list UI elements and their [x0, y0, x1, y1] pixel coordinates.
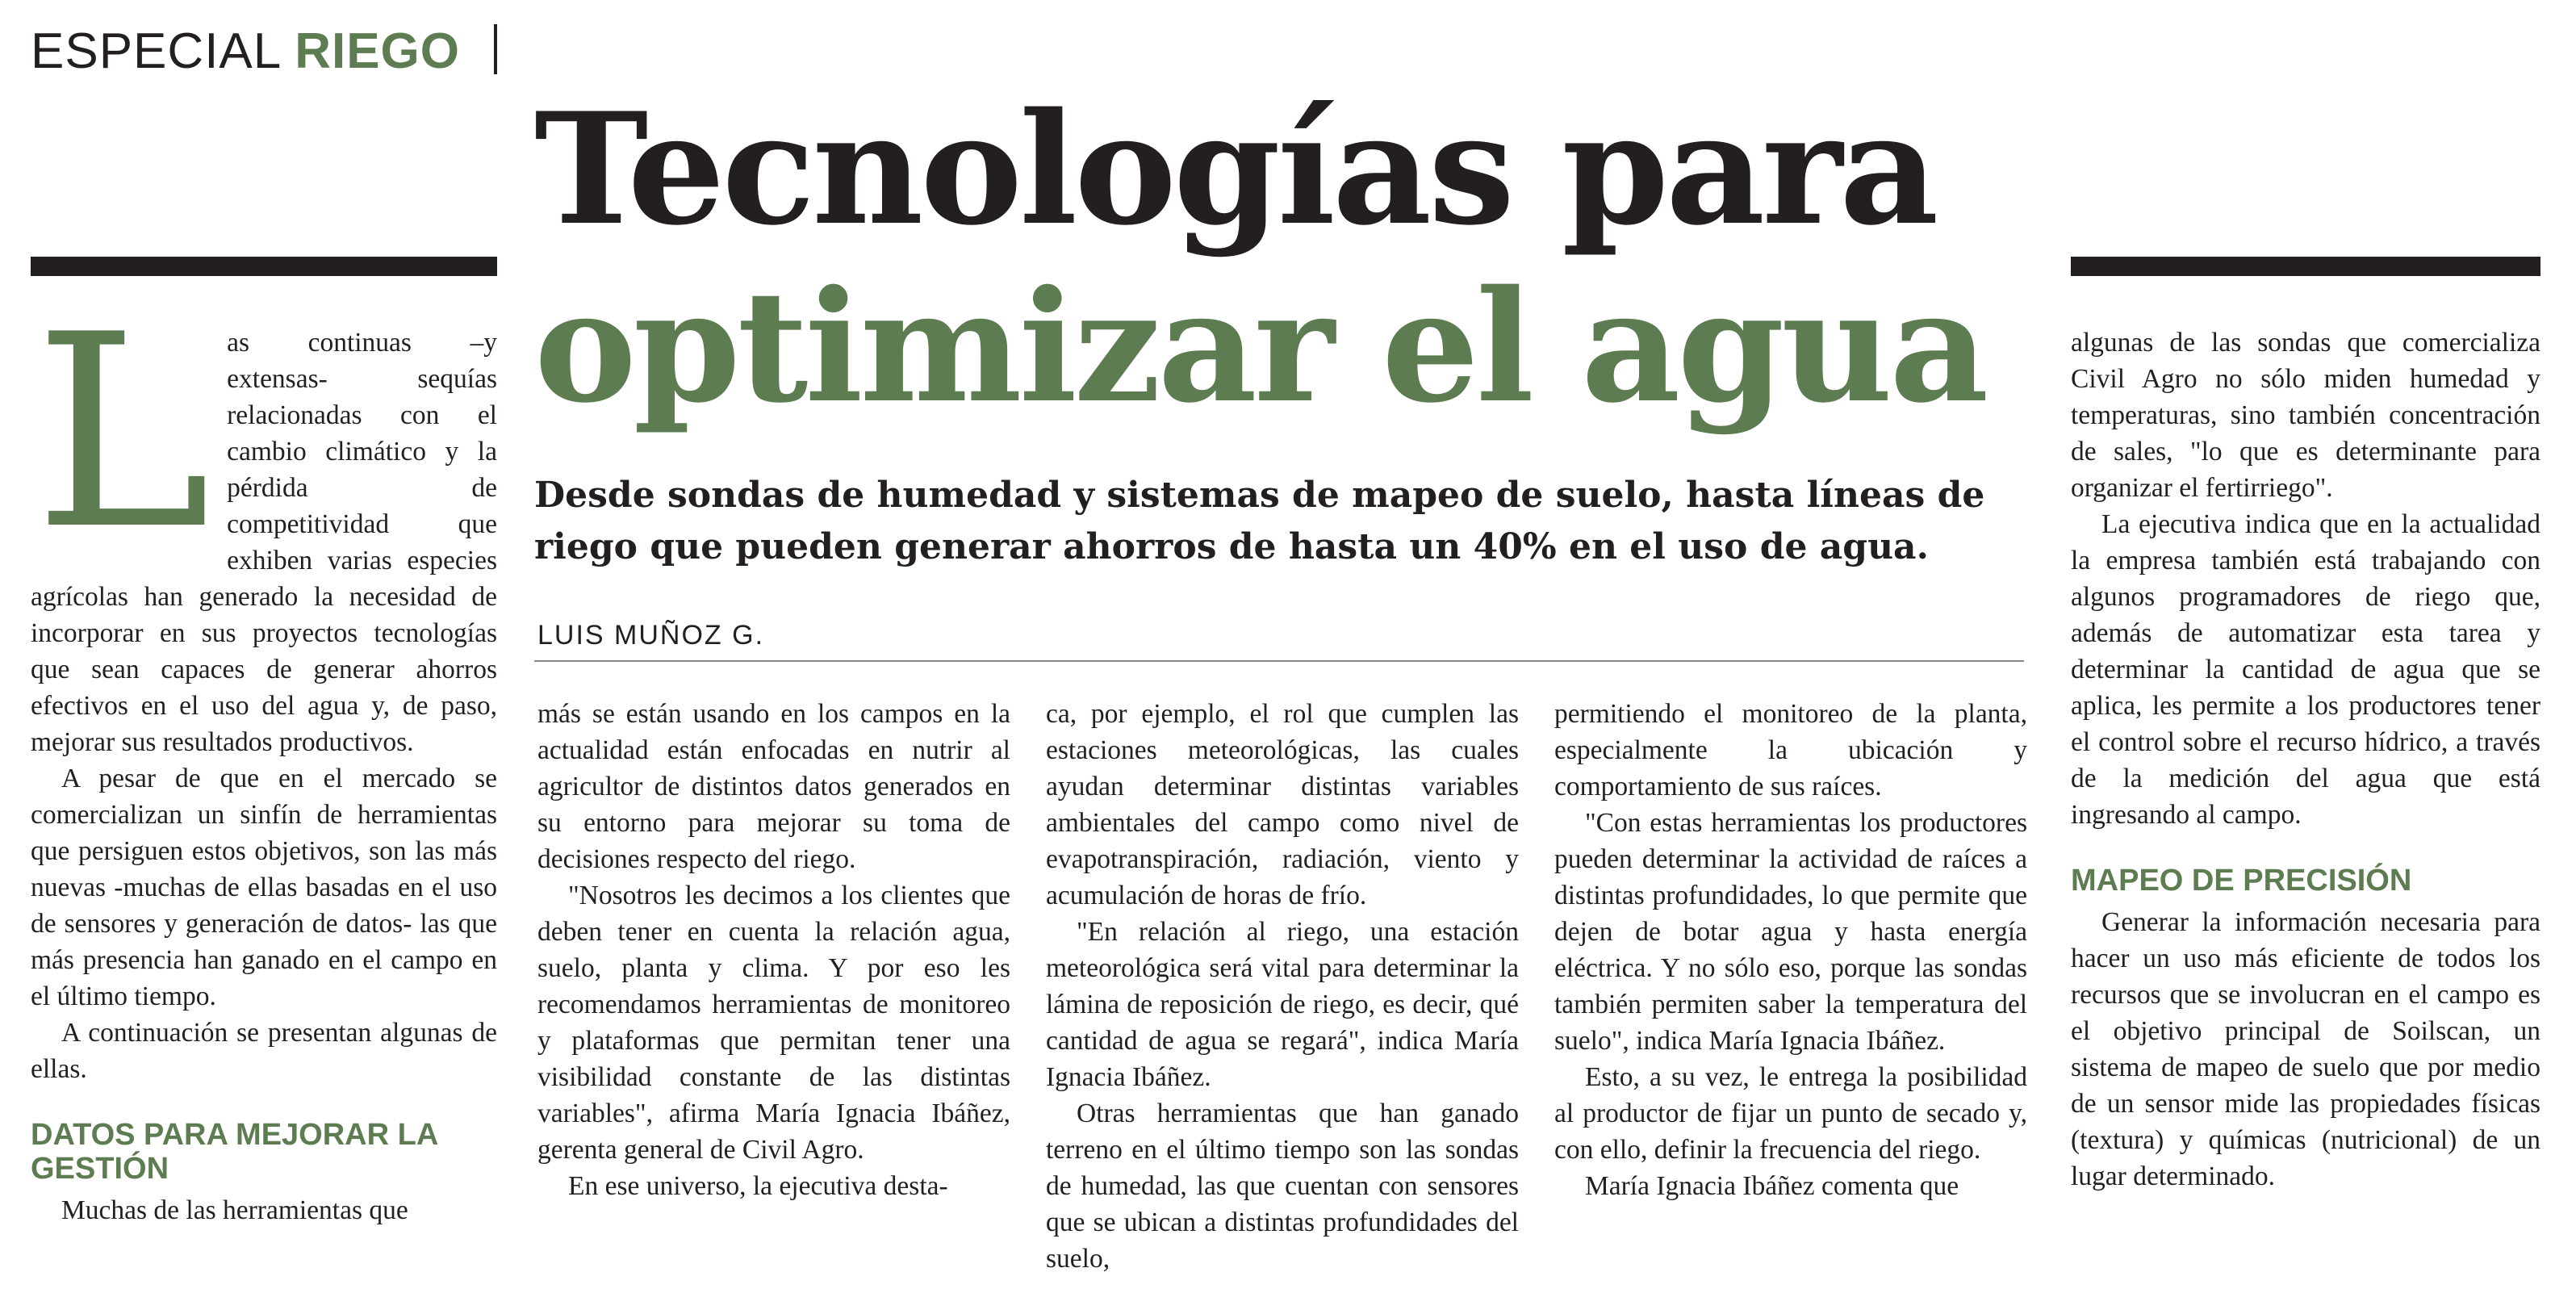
- paragraph: "En relación al riego, una estación meteorológica será vital para determinar la lámina de reposición de riego, es decir, qué cantidad de agua se regará", indica María Ignacia Ibáñez.: [1046, 917, 1519, 1092]
- article-column-5: [2071, 324, 2540, 1195]
- subheading-mapeo: MAPEO DE PRECISIÓN: [2071, 864, 2412, 898]
- paragraph: Esto, a su vez, le entrega la posibilidad al productor de fijar un punto de secado y, con ello, definir la frecuencia del riego.: [1554, 1062, 2027, 1165]
- paragraph: permitiendo el monitoreo de la planta, especialmente la ubicación y comportamiento de sus raíces.: [1554, 699, 2027, 801]
- paragraph: En ese universo, la ejecutiva desta-: [568, 1171, 948, 1201]
- paragraph: algunas de las sondas que comercializa Civil Agro no sólo miden humedad y temperaturas, sino también concentración de sales, "lo que es determinante para organizar el fertirriego".: [2071, 328, 2540, 503]
- article-column-2: [537, 696, 1010, 1204]
- paragraph: Otras herramientas que han ganado terreno en el último tiempo son las sondas de humedad, las que cuentan con sensores que se ubican a distintas profundidades del suelo,: [1046, 1098, 1519, 1274]
- right-column-rule: [2071, 257, 2540, 276]
- paragraph: "Nosotros les decimos a los clientes que deben tener en cuenta la relación agua, suelo, planta y clima. Y por eso les recomendamos herramientas de monitoreo y plataformas que permitan tener una visibilidad constante de las distintas variables", afirma María Ignacia Ibáñez, gerenta general de Civil Agro.: [537, 881, 1010, 1165]
- section-separator: [494, 24, 497, 74]
- deck-subtitle: Desde sondas de humedad y sistemas de mapeo de suelo, hasta líneas de riego que pueden generar ahorros de hasta un 40% en el uso de agua.: [534, 475, 1985, 567]
- subheading-datos: DATOS PARA MEJORAR LA GESTIÓN: [31, 1118, 437, 1186]
- paragraph: Muchas de las herramientas que: [61, 1195, 408, 1225]
- byline: LUIS MUÑOZ G.: [537, 620, 765, 651]
- drop-cap: L: [34, 278, 211, 588]
- paragraph: Generar la información necesaria para hacer un uso más eficiente de todos los recursos que se involucran en el campo es el objetivo principal de Soilscan, un sistema de mapeo de suelo que por medio de un sensor mide las propiedades físicas (textura) y químicas (nutricional) de un lugar determinado.: [2071, 907, 2540, 1191]
- paragraph: María Ignacia Ibáñez comenta que: [1585, 1171, 1959, 1201]
- paragraph: más se están usando en los campos en la actualidad están enfocadas en nutrir al agricultor de distintos datos generados en su entorno para mejorar su toma de decisiones respecto del riego.: [537, 699, 1010, 874]
- paragraph: A continuación se presentan algunas de ellas.: [31, 1018, 497, 1084]
- article-column-4: [1554, 696, 2027, 1204]
- section-name: RIEGO: [295, 23, 460, 79]
- headline-line-2: optimizar el agua: [534, 257, 1986, 437]
- paragraph: "Con estas herramientas los productores pueden determinar la actividad de raíces a distintas profundidades, lo que permite que dejen de botar agua y hasta energía eléctrica. Y no sólo eso, porque las sondas también permiten saber la temperatura del suelo", indica María Ignacia Ibáñez.: [1554, 808, 2027, 1056]
- headline: [534, 81, 2068, 436]
- paragraph: as continuas –y extensas- sequías relacionadas con el cambio climático y la pérdida de competitividad que exhiben varias especies agrícolas han generado la necesidad de incorporar en sus proyectos tecnologías que sean capaces de generar ahorros efectivos en el uso del agua y, de paso, mejorar sus resultados productivos.: [31, 328, 497, 757]
- headline-line-1: Tecnologías para: [534, 79, 1936, 259]
- paragraph: ca, por ejemplo, el rol que cumplen las estaciones meteorológicas, las cuales ayudan determinar distintas variables ambientales del campo como nivel de evapotranspiración, radiación, viento y acumulación de horas de frío.: [1046, 699, 1519, 910]
- left-column-rule: [31, 257, 497, 276]
- article-column-1: [31, 278, 497, 1228]
- section-tag: [31, 23, 497, 80]
- article-column-3: [1046, 696, 1519, 1277]
- paragraph: A pesar de que en el mercado se comercializan un sinfín de herramientas que persiguen estos objetivos, son las más nuevas -muchas de ellas basadas en el uso de sensores y generación de datos- las que más presencia han ganado en el campo en el último tiempo.: [31, 764, 497, 1011]
- section-label: ESPECIAL: [31, 23, 280, 79]
- paragraph: La ejecutiva indica que en la actualidad la empresa también está trabajando con algunos programadores de riego que, además de automatizar esta tarea y determinar la cantidad de agua que se aplica, les permite a los productores tener el control sobre el recurso hídrico, a través de la medición del agua que está ingresando al campo.: [2071, 509, 2540, 830]
- byline-rule: [534, 660, 2024, 662]
